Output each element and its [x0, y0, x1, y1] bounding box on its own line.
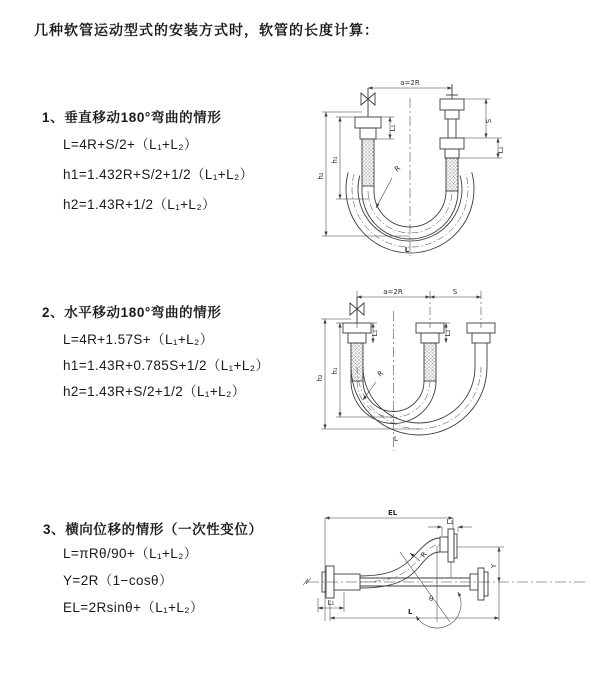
dim-h1-label: h₁ [331, 156, 339, 164]
section3-formula-l: L=πRθ/90+（L₁+L₂） [63, 546, 198, 561]
section1-formula-h2: h2=1.43R+1/2（L₁+L₂） [63, 197, 216, 212]
section1-formula-h1: h1=1.432R+S/2+1/2（L₁+L₂） [63, 167, 254, 182]
braided-hose-section [424, 343, 436, 381]
section2-formula-l: L=4R+1.57S+（L₁+L₂） [63, 332, 214, 347]
section1-formula-l: L=4R+S/2+（L₁+L₂） [63, 137, 198, 152]
diagram3-labels [328, 509, 498, 616]
dim-l2-label: L₂ [444, 329, 452, 337]
diagram-horizontal-180-bend [310, 283, 560, 463]
radius-label: R [419, 550, 429, 560]
section3-formula-el: EL=2Rsinθ+（L₁+L₂） [63, 600, 204, 615]
dimension-lines [322, 88, 502, 236]
section3-formula-y: Y=2R（1−cosθ） [63, 573, 173, 588]
section3-formulas [63, 540, 204, 621]
dimension-lines [318, 518, 504, 621]
length-label: L [394, 435, 398, 443]
dim-l2-label: L₂ [497, 146, 505, 154]
dimension-lines [321, 297, 481, 429]
braided-hose-section [362, 139, 374, 186]
section2-formula-h1: h1=1.43R+0.785S+1/2（L₁+L₂） [63, 358, 270, 373]
braided-hose-section [446, 158, 458, 191]
dim-l2-label: L₂ [446, 518, 454, 526]
radius-label: R [376, 369, 386, 379]
dim-h2-label: h₂ [317, 172, 325, 180]
radius-label: R [393, 164, 403, 174]
centerline [303, 578, 585, 585]
diagram2-labels [316, 288, 458, 443]
dim-h2-label: h₂ [316, 374, 324, 382]
diagram-vertical-180-bend [310, 68, 560, 268]
section1-formulas [63, 130, 254, 220]
section2-heading: 2、水平移动180°弯曲的情形 [42, 305, 222, 320]
section1-heading: 1、垂直移动180°弯曲的情形 [42, 110, 222, 125]
dim-s-label: S [485, 118, 493, 124]
dim-h1-label: h₁ [331, 367, 339, 375]
length-label: L [408, 608, 413, 616]
dim-l1-label: L₁ [389, 124, 397, 132]
section3-heading: 3、横向位移的情形（一次性变位） [43, 522, 263, 537]
theta-label: θ [429, 595, 434, 603]
braided-hose-section [351, 343, 363, 381]
length-label: L [404, 246, 410, 254]
section2-formulas [63, 327, 269, 405]
hose-assembly [322, 529, 488, 600]
dim-l1-label: L₁ [371, 329, 379, 337]
break-mark [303, 578, 311, 585]
diagram1-labels [317, 79, 505, 254]
hose-assembly [343, 297, 495, 435]
centerline [357, 291, 481, 451]
dim-s-label: S [452, 288, 458, 296]
dim-el-label: EL [388, 509, 398, 517]
diagram-lateral-displacement [300, 500, 600, 660]
dim-y-label: Y [490, 563, 498, 569]
page-title: 几种软管运动型式的安装方式时，软管的长度计算： [34, 22, 379, 38]
section2-formula-h2: h2=1.43R+S/2+1/2（L₁+L₂） [63, 384, 246, 399]
dim-a2r-label: a=2R [383, 288, 403, 296]
dim-l1-label: L₁ [327, 599, 335, 607]
dim-a2r-label: a=2R [400, 79, 420, 87]
